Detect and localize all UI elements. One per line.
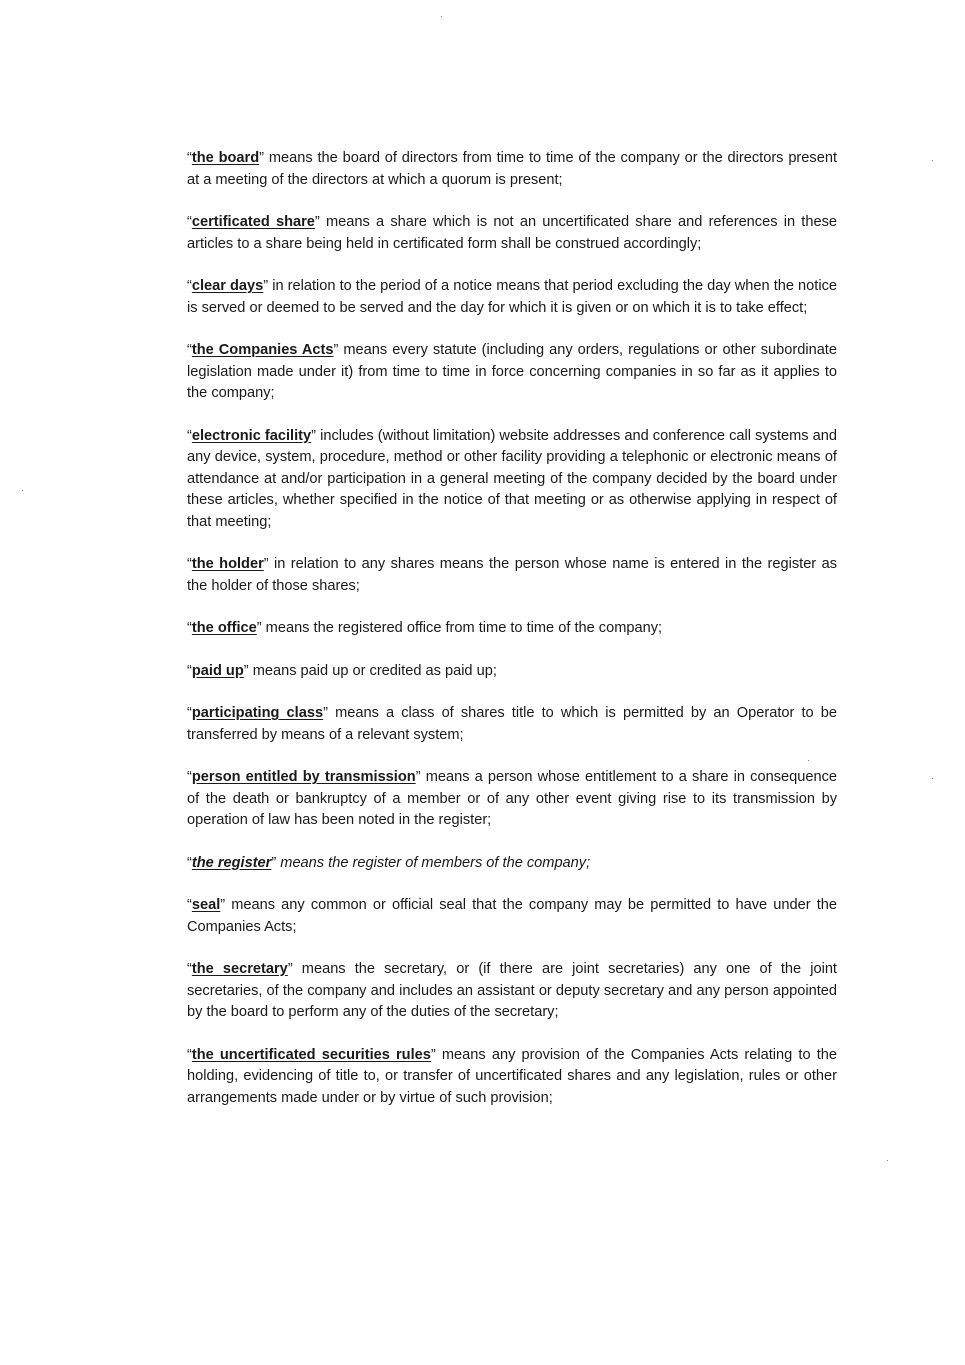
definition-electronic-facility: “electronic facility” includes (without limitation) website addresses and conference call systems and any device, system, procedure, method or other facility providing a telephonic or electronic means of attendance at and/or participation in a general meeting of the company decided by the board under these articles, whether specified in the notice of that meeting or as otherwise applying in respect of that meeting; xyxy=(187,427,838,530)
definition-term: person entitled by transmission xyxy=(191,769,416,785)
definition-the-secretary: “the secretary” means the secretary, or (if there are joint secretaries) any one of the joint secretaries, of the company and includes an assistant or deputy secretary and any person appointed by the board to perform any of the duties of the secretary; xyxy=(187,961,837,1020)
scan-speck xyxy=(932,778,933,779)
scan-speck xyxy=(441,16,442,17)
definition-seal: “seal” means any common or official seal that the company may be permitted to have under the Companies Acts; xyxy=(187,897,837,935)
definition-term: the holder xyxy=(191,556,264,572)
definition-text: means the secretary, or (if there are joint secretaries) any one of the joint secretaries, of the company and includes an assistant or deputy secretary and any person appointed by the board to perform any of the duties of the secretary; xyxy=(187,961,837,1020)
definition-term: clear days xyxy=(191,278,264,294)
definition-term: certificated share xyxy=(191,214,315,230)
scan-speck xyxy=(22,490,23,491)
definition-paid-up: “paid up” means paid up or credited as paid up; xyxy=(187,662,497,679)
definition-clear-days: “clear days” in relation to the period of a notice means that period excluding the day when the notice is served or deemed to be served and the day for which it is given or on which it is to take effect; xyxy=(187,278,838,316)
definition-certificated-share: “certificated share” means a share which is not an uncertificated share and references in these articles to a share being held in certificated form shall be construed accordingly; xyxy=(187,214,837,252)
definition-term: the uncertificated securities rules xyxy=(191,1046,431,1063)
definition-text: means the board of directors from time to time of the company or the directors present at a meeting of the directors at which a quorum is present; xyxy=(187,150,837,188)
definitions-list xyxy=(187,148,837,1130)
definition-the-holder: “the holder” in relation to any shares means the person whose name is entered in the register as the holder of those shares; xyxy=(187,556,837,594)
definition-text: in relation to the period of a notice means that period excluding the day when the notice is served or deemed to be served and the day for which it is given or on which it is to take effect; xyxy=(187,278,838,316)
definition-term: electronic facility xyxy=(191,427,312,444)
definition-text: in relation to any shares means the person whose name is entered in the register as the holder of those shares; xyxy=(187,556,837,594)
definition-term: seal xyxy=(191,897,221,913)
definition-text: means a class of shares title to which is permitted by an Operator to be transferred by means of a relevant system; xyxy=(187,705,837,743)
definition-text: means every statute (including any orders, regulations or other subordinate legislation made under it) from time to time in force concerning companies in so far as it applies to the company; xyxy=(187,342,837,401)
definition-companies-acts: “the Companies Acts” means every statute (including any orders, regulations or other subordinate legislation made under it) from time to time in force concerning companies in so far as it applies to the company; xyxy=(187,342,837,401)
definition-term: the secretary xyxy=(191,961,288,977)
definition-text: means a share which is not an uncertificated share and references in these articles to a share being held in certificated form shall be construed accordingly; xyxy=(187,214,837,252)
definition-term: paid up xyxy=(191,662,244,679)
definition-text: means any common or official seal that the company may be permitted to have under the Companies Acts; xyxy=(187,897,837,935)
definition-term: the board xyxy=(191,150,260,166)
definition-text: means the register of members of the company; xyxy=(276,854,591,871)
definition-participating-class: “participating class” means a class of shares title to which is permitted by an Operator to be transferred by means of a relevant system; xyxy=(187,705,837,743)
definition-the-office: “the office” means the registered office from time to time of the company; xyxy=(187,620,663,636)
definition-term: the Companies Acts xyxy=(191,342,334,358)
definition-text: means any provision of the Companies Acts relating to the holding, evidencing of title to, or transfer of uncertificated shares and any legislation, rules or other arrangements made under or by virtue of such provision; xyxy=(187,1046,837,1106)
definition-person-entitled-by-transmission: “person entitled by transmission” means a person whose entitlement to a share in consequence of the death or bankruptcy of a member or of any other event giving rise to its transmission by operation of law has been noted in the register; xyxy=(187,769,837,828)
definition-text: means a person whose entitlement to a share in consequence of the death or bankruptcy of a member or of any other event giving rise to its transmission by operation of law has been noted in the register; xyxy=(187,769,837,828)
scan-speck xyxy=(932,160,933,161)
definition-text: means paid up or credited as paid up; xyxy=(248,662,497,679)
scan-speck xyxy=(887,1160,888,1161)
definition-the-register: “the register” means the register of members of the company; xyxy=(187,854,591,871)
definition-the-board: “the board” means the board of directors from time to time of the company or the directors present at a meeting of the directors at which a quorum is present; xyxy=(187,150,837,188)
definition-term: the register xyxy=(191,854,272,871)
definition-term: participating class xyxy=(191,705,324,721)
definition-text: includes (without limitation) website addresses and conference call systems and any device, system, procedure, method or other facility providing a telephonic or electronic means of attendance at and/or participation in a general meeting of the company decided by the board under these articles, whether specified in the notice of that meeting or as otherwise applying in respect of that meeting; xyxy=(187,427,838,530)
definition-text: means the registered office from time to time of the company; xyxy=(261,620,663,636)
definition-term: the office xyxy=(191,620,257,636)
definition-uncertificated-securities-rules: “the uncertificated securities rules” means any provision of the Companies Acts relating to the holding, evidencing of title to, or transfer of uncertificated shares and any legislation, rules or other arrangements made under or by virtue of such provision; xyxy=(187,1046,837,1106)
